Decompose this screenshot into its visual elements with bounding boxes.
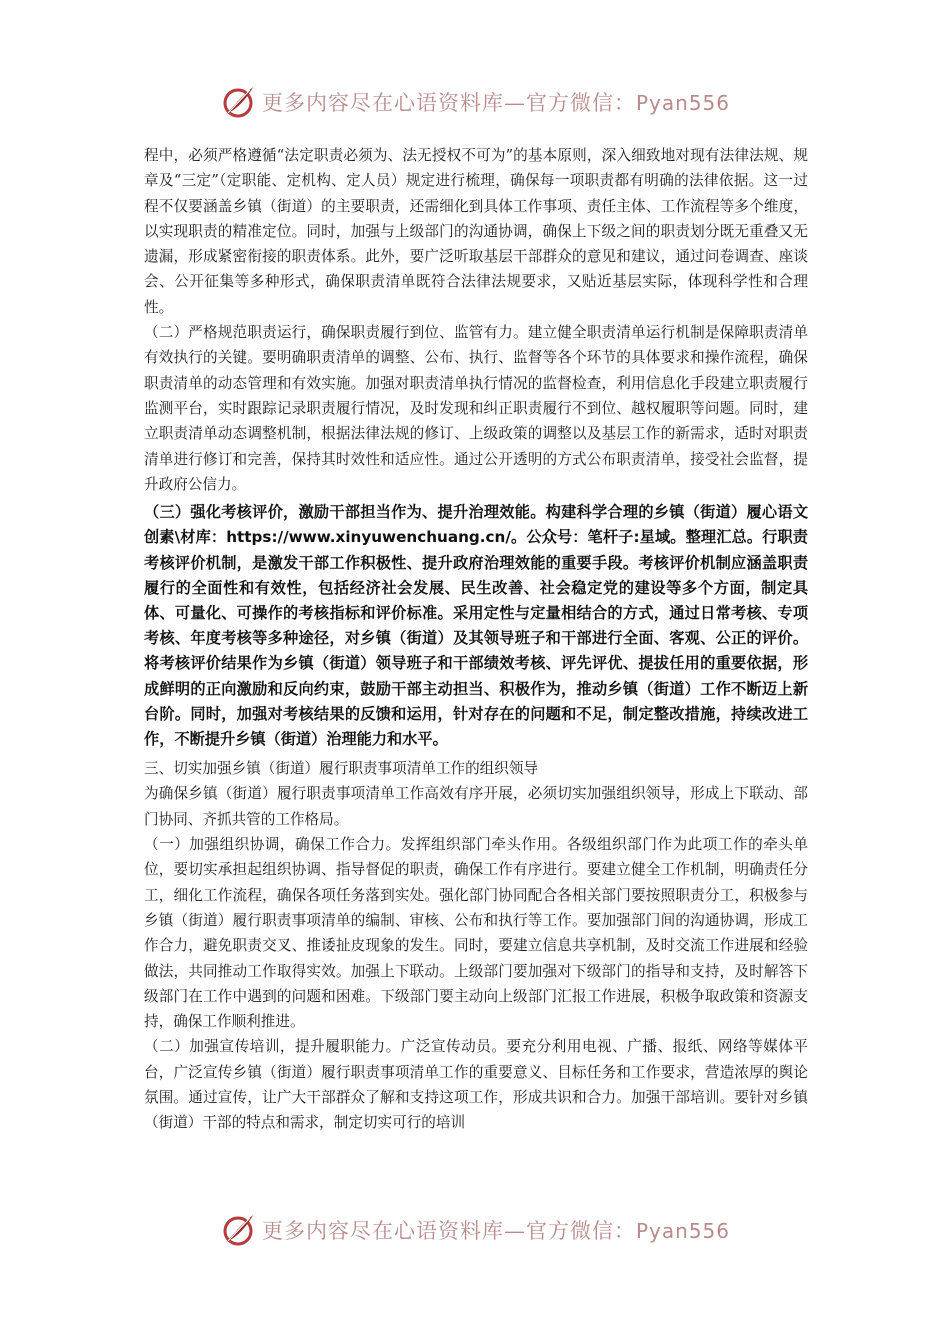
paragraph: （二）加强宣传培训，提升履职能力。广泛宣传动员。要充分利用电视、广播、报纸、网络等媒体平台，广泛宣传乡镇（街道）履行职责事项清单工作的重要意义、目标任务和工作要求，营造浓厚的舆论氛围。通过宣传，让广大干部群众了解和支持这项工作，形成共识和合力。加强干部培训。要针对乡镇（街道）干部的特点和需求，制定切实可行的培训 xyxy=(144,1038,808,1132)
paragraph: （二）严格规范职责运行，确保职责履行到位、监管有力。建立健全职责清单运行机制是保障职责清单有效执行的关键。要明确职责清单的调整、公布、执行、监督等各个环节的具体要求和操作流程，确保职责清单的动态管理和有效实施。加强对职责清单执行情况的监督检查，利用信息化手段建立职责履行监测平台，实时跟踪记录职责履行情况，及时发现和纠正职责履行不到位、越权履职等问题。同时，建立职责清单动态调整机制，根据法律法规的修订、上级政策的调整以及基层工作的新需求，适时对职责清单进行修订和完善，保持其时效性和适应性。通过公开透明的方式公布职责清单，接受社会监督，提升政府公信力。 xyxy=(144,324,808,493)
feather-pen-logo-icon xyxy=(220,1212,256,1248)
paragraph: （一）加强组织协调，确保工作合力。发挥组织部门牵头作用。各级组织部门作为此项工作的牵头单位，要切实承担起组织协调、指导督促的职责，确保工作有序进行。要建立健全工作机制，明确责任分工，细化工作流程，确保各项任务落到实处。强化部门协同配合各相关部门要按照职责分工，积极参与乡镇（街道）履行职责事项清单的编制、审核、公布和执行等工作。要加强部门间的沟通协调，形成工作合力，避免职责交叉、推诿扯皮现象的发生。同时，要建立信息共享机制，及时交流工作进展和经验做法，共同推动工作取得实效。加强上下联动。上级部门要加强对下级部门的指导和支持，及时解答下级部门在工作中遇到的问题和困难。下级部门要主动向上级部门汇报工作进展，积极争取政策和资源支持，确保工作顺利推进。 xyxy=(144,836,808,1031)
footer-banner xyxy=(0,1208,950,1252)
banner-wechat-id: Pyan556 xyxy=(635,1219,730,1243)
feather-pen-logo-icon xyxy=(220,84,256,120)
paragraph: 为确保乡镇（街道）履行职责事项清单工作高效有序开展，必须切实加强组织领导，形成上下联动、部门协同、齐抓共管的工作格局。 xyxy=(144,785,808,828)
banner-text xyxy=(262,87,730,117)
document-body xyxy=(144,143,808,1136)
banner-text xyxy=(262,1215,730,1245)
paragraph: 程中，必须严格遵循“法定职责必须为、法无授权不可为”的基本原则，深入细致地对现有法律法规、规章及“三定”（定职能、定机构、定人员）规定进行梳理，确保每一项职责都有明确的法律依据。这一过程不仅要涵盖乡镇（街道）的主要职责，还需细化到具体工作事项、责任主体、工作流程等多个维度，以实现职责的精准定位。同时，加强与上级部门的沟通协调，确保上下级之间的职责划分既无重叠又无遗漏，形成紧密衔接的职责体系。此外，要广泛听取基层干部群众的意见和建议，通过问卷调查、座谈会、公开征集等多种形式，确保职责清单既符合法律法规要求，又贴近基层实际，体现科学性和合理性。 xyxy=(144,147,808,316)
banner-cn-text: 更多内容尽在心语资料库—官方微信： xyxy=(261,1219,636,1243)
section-heading: 三、切实加强乡镇（街道）履行职责事项清单工作的组织领导 xyxy=(144,760,539,778)
banner-wechat-id: Pyan556 xyxy=(635,91,730,115)
paragraph-bold: （三）强化考核评价，激励干部担当作为、提升治理效能。构建科学合理的乡镇（街道）履心语文创素\材库：https://www.xinyuwenchuang.cn/。公众号：笔杆子:星域。整理汇总。行职责考核评价机制，是激发干部工作积极性、提升政府治理效能的重要手段。考核评价机制应涵盖职责履行的全面性和有效性，包括经济社会发展、民生改善、社会稳定党的建设等多个方面，制定具体、可量化、可操作的考核指标和评价标准。采用定性与定量相结合的方式，通过日常考核、专项考核、年度考核等多种途径，对乡镇（街道）及其领导班子和干部进行全面、客观、公正的评价。将考核评价结果作为乡镇（街道）领导班子和干部绩效考核、评先评优、提拔任用的重要依据，形成鲜明的正向激励和反向约束，鼓励干部主动担当、积极作为，推动乡镇（街道）工作不断迈上新台阶。同时，加强对考核结果的反馈和运用，针对存在的问题和不足，制定整改措施，持续改进工作，不断提升乡镇（街道）治理能力和水平。 xyxy=(144,503,808,748)
header-banner xyxy=(0,80,950,124)
banner-cn-text: 更多内容尽在心语资料库—官方微信： xyxy=(261,91,636,115)
